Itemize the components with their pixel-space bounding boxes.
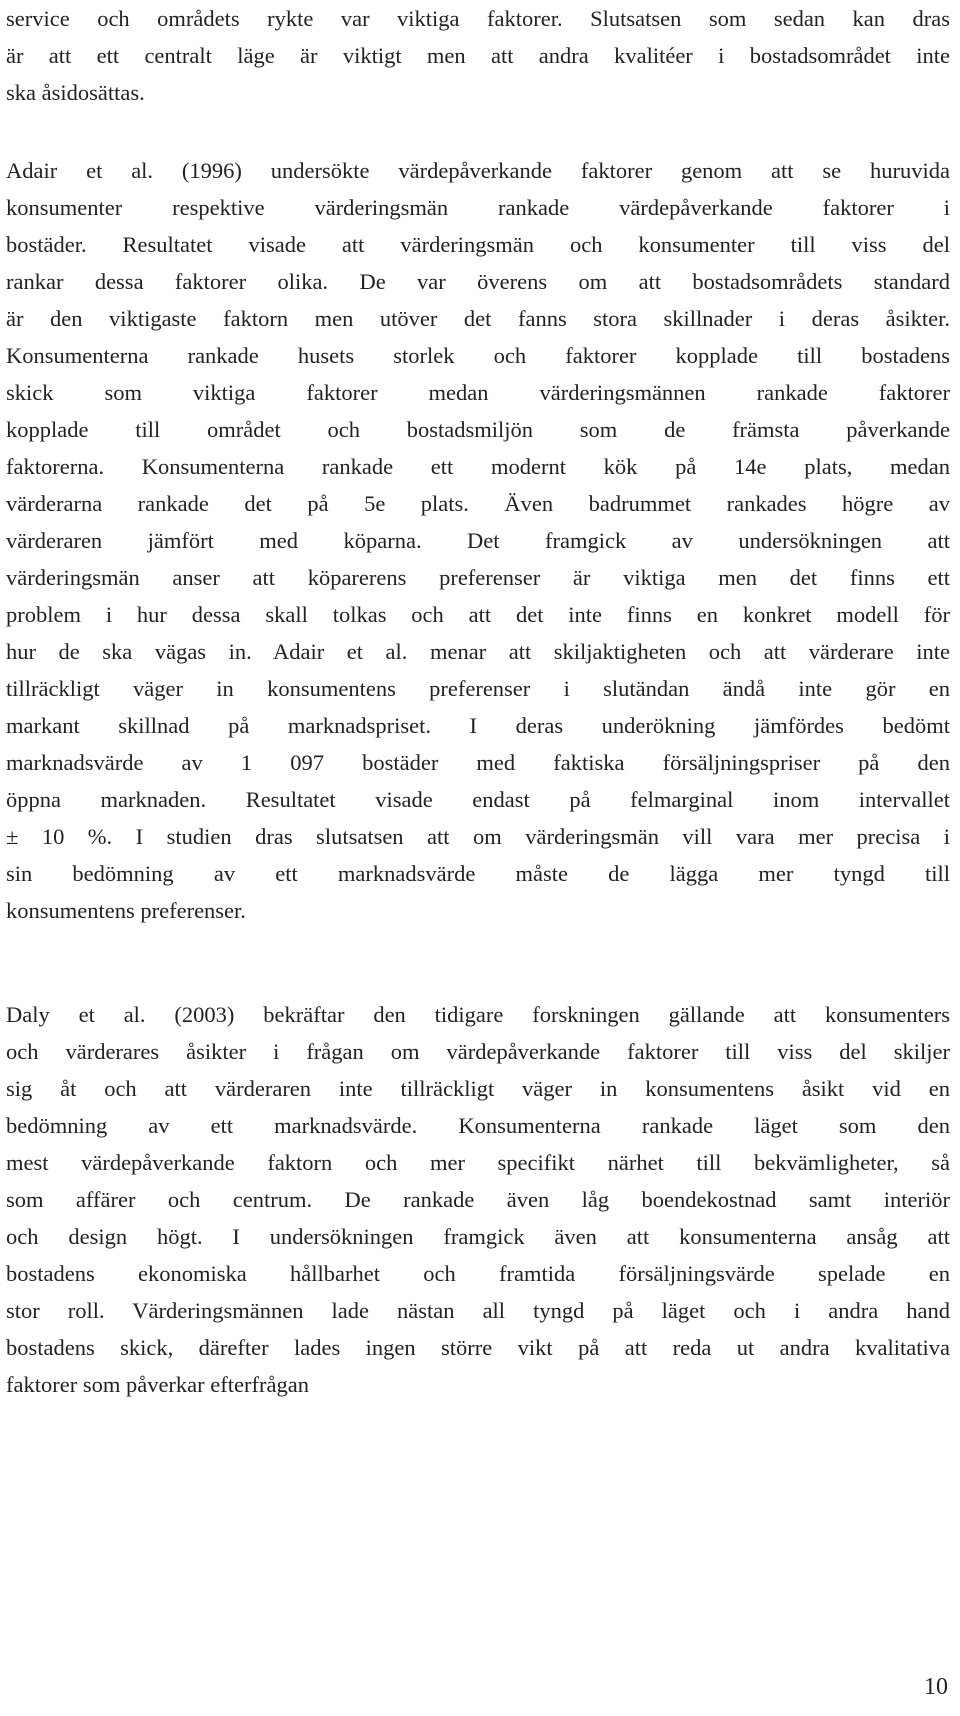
text-line: Konsumenterna rankade husets storlek och faktorer kopplade till bostadens: [6, 343, 950, 368]
text-line: värderarna rankade det på 5e plats. Även badrummet rankades högre av: [6, 491, 950, 516]
text-line: sig åt och att värderaren inte tillräckligt väger in konsumentens åsikt vid en: [6, 1076, 950, 1101]
text-line: bedömning av ett marknadsvärde. Konsumenterna rankade läget som den: [6, 1113, 950, 1138]
text-line: konsumentens preferenser.: [6, 898, 246, 923]
page-number: 10: [924, 1674, 948, 1700]
text-line: och design högt. I undersökningen framgick även att konsumenterna ansåg att: [6, 1224, 950, 1249]
text-line: tillräckligt väger in konsumentens preferenser i slutändan ändå inte gör en: [6, 676, 950, 701]
text-line: bostäder. Resultatet visade att värderingsmän och konsumenter till viss del: [6, 232, 950, 257]
paragraph-2: [6, 152, 950, 929]
text-line: är den viktigaste faktorn men utöver det fanns stora skillnader i deras åsikter.: [6, 306, 950, 331]
text-line: kopplade till området och bostadsmiljön som de främsta påverkande: [6, 417, 950, 442]
text-line: stor roll. Värderingsmännen lade nästan all tyngd på läget och i andra hand: [6, 1298, 950, 1323]
text-line: bostadens skick, därefter lades ingen större vikt på att reda ut andra kvalitativa: [6, 1335, 950, 1360]
text-line: ± 10 %. I studien dras slutsatsen att om värderingsmän vill vara mer precisa i: [6, 824, 950, 849]
text-line: hur de ska vägas in. Adair et al. menar att skiljaktigheten och att värderare inte: [6, 639, 950, 664]
text-line: markant skillnad på marknadspriset. I deras underökning jämfördes bedömt: [6, 713, 950, 738]
text-line: problem i hur dessa skall tolkas och att det inte finns en konkret modell för: [6, 602, 950, 627]
text-line: värderaren jämfört med köparna. Det framgick av undersökningen att: [6, 528, 950, 553]
text-line: service och områdets rykte var viktiga faktorer. Slutsatsen som sedan kan dras: [6, 6, 950, 31]
text-line: ska åsidosättas.: [6, 80, 145, 105]
text-line: faktorer som påverkar efterfrågan: [6, 1372, 309, 1397]
text-line: som affärer och centrum. De rankade även låg boendekostnad samt interiör: [6, 1187, 950, 1212]
text-line: är att ett centralt läge är viktigt men att andra kvalitéer i bostadsområdet inte: [6, 43, 950, 68]
paragraph-1: [6, 0, 950, 111]
text-line: Adair et al. (1996) undersökte värdepåverkande faktorer genom att se huruvida: [6, 158, 950, 183]
text-line: rankar dessa faktorer olika. De var överens om att bostadsområdets standard: [6, 269, 950, 294]
text-line: faktorerna. Konsumenterna rankade ett modernt kök på 14e plats, medan: [6, 454, 950, 479]
text-line: värderingsmän anser att köparerens preferenser är viktiga men det finns ett: [6, 565, 950, 590]
text-line: marknadsvärde av 1 097 bostäder med faktiska försäljningspriser på den: [6, 750, 950, 775]
text-line: bostadens ekonomiska hållbarhet och framtida försäljningsvärde spelade en: [6, 1261, 950, 1286]
text-line: öppna marknaden. Resultatet visade endast på felmarginal inom intervallet: [6, 787, 950, 812]
text-line: och värderares åsikter i frågan om värdepåverkande faktorer till viss del skiljer: [6, 1039, 950, 1064]
paragraph-3: [6, 996, 950, 1403]
text-line: skick som viktiga faktorer medan värderingsmännen rankade faktorer: [6, 380, 950, 405]
text-line: Daly et al. (2003) bekräftar den tidigare forskningen gällande att konsumenters: [6, 1002, 950, 1027]
text-line: sin bedömning av ett marknadsvärde måste de lägga mer tyngd till: [6, 861, 950, 886]
text-line: konsumenter respektive värderingsmän rankade värdepåverkande faktorer i: [6, 195, 950, 220]
text-line: mest värdepåverkande faktorn och mer specifikt närhet till bekvämligheter, så: [6, 1150, 950, 1175]
